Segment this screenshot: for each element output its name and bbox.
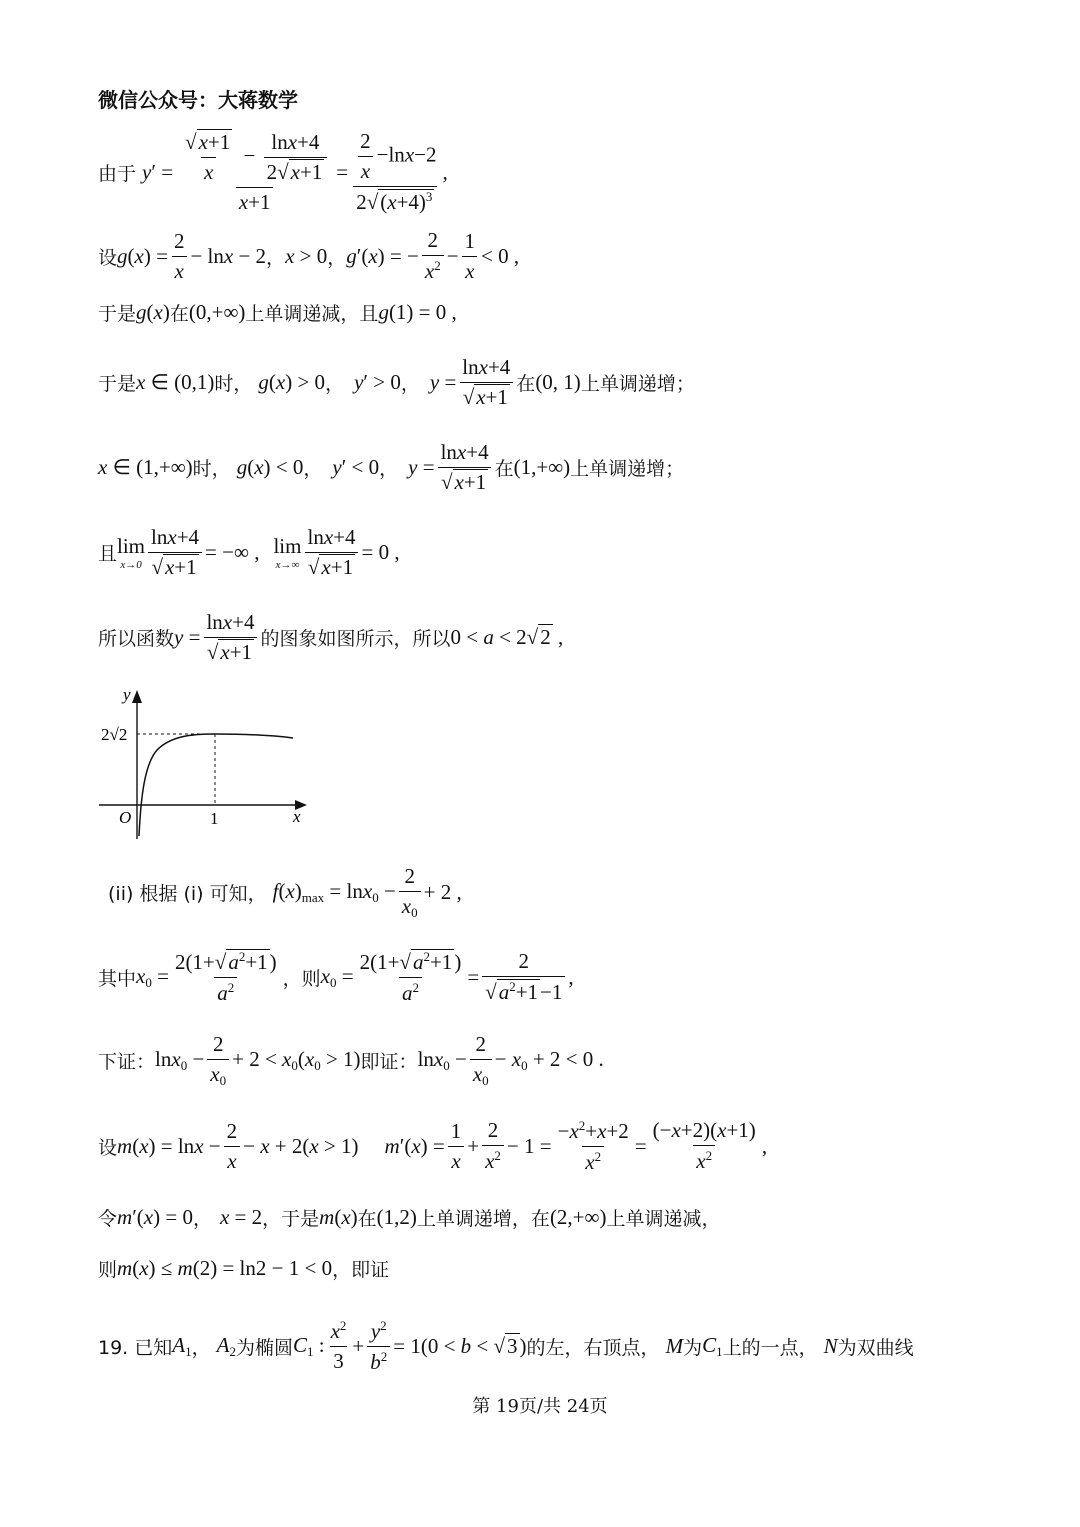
g-decreasing-line: 于是 g(x) 在 (0,+∞) 上单调递减，且 g(1) = 0 , (98, 299, 457, 325)
y-axis-arrow (132, 690, 142, 703)
define-m-line: 设 m(x) = lnx − $\frac{2}{x}$ − x + 2(x > 1) m′(x) = $\frac{1}{x}$ + $\frac{2}{x^2}$ − 1 = $\frac{-x^2+x+2}{x^2}$ = $\frac{(-x+2)(x+1)}{x^2}$ , (98, 1117, 768, 1174)
x-tick-label: 1 (210, 809, 219, 828)
x-axis-label: x (293, 807, 301, 826)
problem-19-line: 19. 已知 $A_1$ ， $A_2$ 为椭圆 $C_1$ : $\frac{x^2}{3}$ + $\frac{y^2}{b^2}$ = 1(0 < b < √3) 的左，右顶点， M 为 $C_1$ 上的一点， N 为双曲线 (98, 1317, 914, 1374)
part-ii-line: (ii) 根据 (i) 可知， $f(x)_{max} = \ln x_0$ − $\frac{2}{x_0}$ + 2 , (108, 863, 462, 920)
limits-line: 且 lim x→0 $\frac{\ln x+4}{√x+1}$ = −∞ , lim x→∞ $\frac{\ln x+4}{√x+1}$ = 0 , (98, 524, 400, 579)
define-g-line: 设 g(x) = $\frac{2}{x}$ − lnx − 2 ， x > 0 ， g′(x) = − $\frac{2}{x^2}$ − $\frac{1}{x}$ < 0 , (98, 228, 520, 283)
interval-0-1-line: 于是 x ∈ (0,1) 时， g(x) > 0 ， y′ > 0 ， y = $\frac{\ln x+4}{√x+1}$ 在 (0, 1) 上单调递增； (98, 354, 695, 409)
derivative-simplified: $\frac{2}{x}$ −lnx−2 $2√(x+4)^3$ (351, 129, 439, 215)
x0-definition-line: 其中 $x_0$ = $\frac{2(1+√a^2+1)}{a^2}$ ，则 $x_0$ = $\frac{2(1+√a^2+1)}{a^2}$ = $\frac{2}{√a^2+1-1}$ , (98, 948, 574, 1005)
page-footer: 第 19页/共 24页 (472, 1396, 608, 1417)
derivative-line: 由于 y′ = $\frac{√x+1}{x}$ − $\frac{\ln x+4}{2√x+1}$ x+1 = $\frac{2}{x}$ −lnx−2 $2√(x+4)^3$ , (98, 129, 448, 214)
interval-1-inf-line: x ∈ (1,+∞) 时， g(x) < 0 ， y′ < 0 ， y = $\frac{\ln x+4}{√x+1}$ 在 (1,+∞) 上单调递增； (98, 439, 685, 494)
graph-conclusion-line: 所以函数 y = $\frac{\ln x+4}{√x+1}$ 的图象如图所示，所以 0 < a < 2√2 , (98, 609, 564, 664)
conclusion-line: 则 m(x) ≤ m(2) = ln2 − 1 < 0 ，即证 (98, 1255, 390, 1281)
m-monotonic-line: 令 m′(x) = 0 ， x = 2 ，于是 m(x) 在 (1,2) 上单调递增，在 (2,+∞) 上单调递减， (98, 1204, 721, 1230)
to-prove-line: 下证： lnx$_0$ − $\frac{2}{x_0}$ + $2 < x_0(x_0 > 1)$ 即证： lnx$_0$ − $\frac{2}{x_0}$ − $x_0 + 2 < 0$ . (98, 1031, 604, 1088)
account-header: 微信公众号：大蒋数学 (98, 88, 298, 112)
function-graph (95, 684, 315, 844)
derivative-fraction: $\frac{√x+1}{x}$ − $\frac{\ln x+4}{2√x+1}$ x+1 (176, 130, 333, 215)
origin-label: O (119, 808, 132, 827)
y-tick-label: 2√2 (101, 725, 128, 744)
y-axis-label: y (123, 685, 131, 704)
